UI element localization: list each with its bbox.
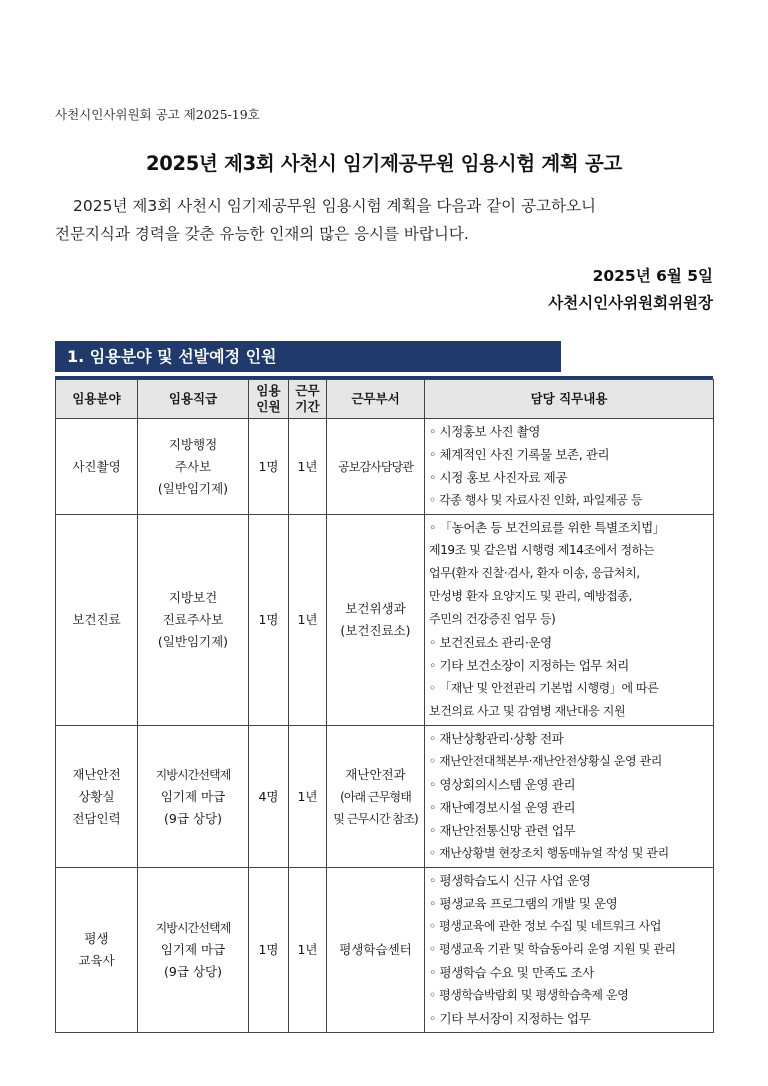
duty-item: ◦ 평생학습도시 신규 사업 운영 xyxy=(429,873,591,888)
duty-item: ◦ 재난안전대책본부·재난안전상황실 운영 관리 xyxy=(429,754,662,768)
table-row xyxy=(56,515,714,726)
field-text: 교육사 xyxy=(78,953,115,968)
header-field: 임용분야 xyxy=(56,380,138,419)
position-line: 임기제 마급 xyxy=(160,942,226,957)
cell-term: 1년 xyxy=(289,726,327,868)
cell-term: 1년 xyxy=(289,868,327,1033)
cell-position xyxy=(138,419,249,515)
intro-line-1: 2025년 제3회 사천시 임기제공무원 임용시험 계획을 다음과 같이 공고하오니 xyxy=(73,197,596,215)
recruitment-table xyxy=(55,379,714,1033)
header-position: 임용직급 xyxy=(138,380,249,419)
cell-field xyxy=(56,868,138,1033)
cell-position xyxy=(138,726,249,868)
field-text: 평생 xyxy=(84,931,109,946)
header-term-line1: 근무 xyxy=(295,383,320,398)
header-dept: 근무부서 xyxy=(327,380,425,419)
position-line: (일반임기제) xyxy=(157,480,229,496)
position-line: 주사보 xyxy=(174,458,212,474)
position-line: (일반임기제) xyxy=(157,634,229,649)
document-title: 2025년 제3회 사천시 임기제공무원 임용시험 계획 공고 xyxy=(145,152,622,175)
duty-item: ◦ 「재난 및 안전관리 기본법 시행령」에 따른 xyxy=(429,681,659,695)
duty-item: ◦ 시정 홍보 사진자료 제공 xyxy=(429,470,568,485)
intro-paragraph xyxy=(55,192,715,248)
duty-item: ◦ 재난예경보시설 운영 관리 xyxy=(429,800,576,815)
cell-position xyxy=(138,868,249,1033)
duty-item: 만성병 환자 요양지도 및 관리, 예방접종, xyxy=(429,589,632,603)
cell-dept xyxy=(327,515,425,726)
duty-item: ◦ 평생교육 기관 및 학습동아리 운영 지원 및 관리 xyxy=(429,942,676,956)
table-header-row xyxy=(56,380,714,419)
duty-item: ◦ 재난안전통신망 관련 업무 xyxy=(429,823,576,838)
header-count-line1: 임용 xyxy=(256,383,281,398)
table-row xyxy=(56,419,714,515)
dept-text: 재난안전과 xyxy=(345,766,406,782)
cell-count: 1명 xyxy=(249,868,289,1033)
duty-item: ◦ 평생학습박람회 및 평생학습축제 운영 xyxy=(429,988,629,1002)
duty-item: 보건의료 사고 및 감염병 재난대응 지원 xyxy=(429,704,626,718)
header-count xyxy=(249,380,289,419)
cell-term: 1년 xyxy=(289,515,327,726)
duty-item: ◦ 각종 행사 및 자료사진 인화, 파일제공 등 xyxy=(429,493,643,507)
position-line: 임기제 마급 xyxy=(160,788,226,804)
header-term xyxy=(289,380,327,419)
dept-text: (아래 근무형태 xyxy=(340,789,411,804)
cell-term: 1년 xyxy=(289,419,327,515)
duty-item: ◦ 평생교육 프로그램의 개발 및 운영 xyxy=(429,896,618,911)
duty-item: ◦ 평생교육에 관한 정보 수집 및 네트워크 사업 xyxy=(429,919,662,933)
notice-number: 사천시인사위원회 공고 제2025-19호 xyxy=(55,107,260,122)
duty-item: ◦ 체계적인 사진 기록물 보존, 관리 xyxy=(429,447,610,462)
dept-text: (보건진료소) xyxy=(340,623,411,638)
cell-dept xyxy=(327,726,425,868)
field-text: 보건진료 xyxy=(72,612,121,627)
duty-item: 주민의 건강증진 업무 등) xyxy=(429,612,556,626)
position-line: 지방행정 xyxy=(168,436,218,452)
table-row xyxy=(56,726,714,868)
field-text: 상황실 xyxy=(78,788,115,804)
duty-item: ◦ 보건진료소 관리·운영 xyxy=(429,635,552,650)
cell-field xyxy=(56,419,138,515)
duty-item: ◦ 기타 부서장이 지정하는 업무 xyxy=(429,1011,591,1026)
cell-dept xyxy=(327,419,425,515)
position-line: 지방시간선택제 xyxy=(155,921,231,935)
header-duties: 담당 직무내용 xyxy=(425,380,714,419)
cell-count: 1명 xyxy=(249,515,289,726)
cell-dept xyxy=(327,868,425,1033)
cell-field xyxy=(56,726,138,868)
duty-item: ◦ 평생학습 수요 및 만족도 조사 xyxy=(429,965,594,980)
table-row xyxy=(56,868,714,1033)
notice-date: 2025년 6월 5일 xyxy=(592,267,713,285)
position-line: (9급 상당) xyxy=(164,810,222,826)
intro-line-2: 전문지식과 경력을 갖춘 유능한 인재의 많은 응시를 바랍니다. xyxy=(55,225,469,243)
dept-text: 공보감사담당관 xyxy=(338,459,413,474)
field-text: 사진촬영 xyxy=(72,458,121,474)
duty-item: ◦ 재난상황관리·상황 전파 xyxy=(429,731,564,746)
duty-item: ◦ 「농어촌 등 보건의료를 위한 특별조치법」 xyxy=(429,520,665,535)
field-text: 재난안전 xyxy=(72,766,121,782)
cell-position xyxy=(138,515,249,726)
dept-text: 및 근무시간 참조) xyxy=(333,811,418,826)
dept-text: 보건위생과 xyxy=(345,601,406,616)
duty-item: ◦ 영상회의시스템 운영 관리 xyxy=(429,777,576,792)
cell-duties xyxy=(425,419,714,515)
duty-item: ◦ 재난상황별 현장조치 행동매뉴얼 작성 및 관리 xyxy=(429,846,669,860)
position-line: 진료주사보 xyxy=(162,612,224,627)
issuer: 사천시인사위원회위원장 xyxy=(548,294,713,312)
cell-field xyxy=(56,515,138,726)
header-count-line2: 인원 xyxy=(256,399,281,414)
field-text: 전담인력 xyxy=(72,810,121,826)
duty-item: 업무(환자 진찰·검사, 환자 이송, 응급처치, xyxy=(429,566,640,580)
dept-text: 평생학습센터 xyxy=(339,942,412,957)
cell-duties xyxy=(425,515,714,726)
cell-duties xyxy=(425,726,714,868)
duty-item: ◦ 시정홍보 사진 촬영 xyxy=(429,424,541,439)
duty-item: ◦ 기타 보건소장이 지정하는 업무 처리 xyxy=(429,658,629,673)
position-line: (9급 상당) xyxy=(164,964,222,979)
position-line: 지방보건 xyxy=(168,590,218,605)
cell-count: 4명 xyxy=(249,726,289,868)
section-heading: 1. 임용분야 및 선발예정 인원 xyxy=(55,341,561,372)
cell-count: 1명 xyxy=(249,419,289,515)
header-term-line2: 기간 xyxy=(295,399,320,414)
cell-duties xyxy=(425,868,714,1033)
position-line: 지방시간선택제 xyxy=(155,767,231,782)
duty-item: 제19조 및 같은법 시행령 제14조에서 정하는 xyxy=(429,543,655,557)
